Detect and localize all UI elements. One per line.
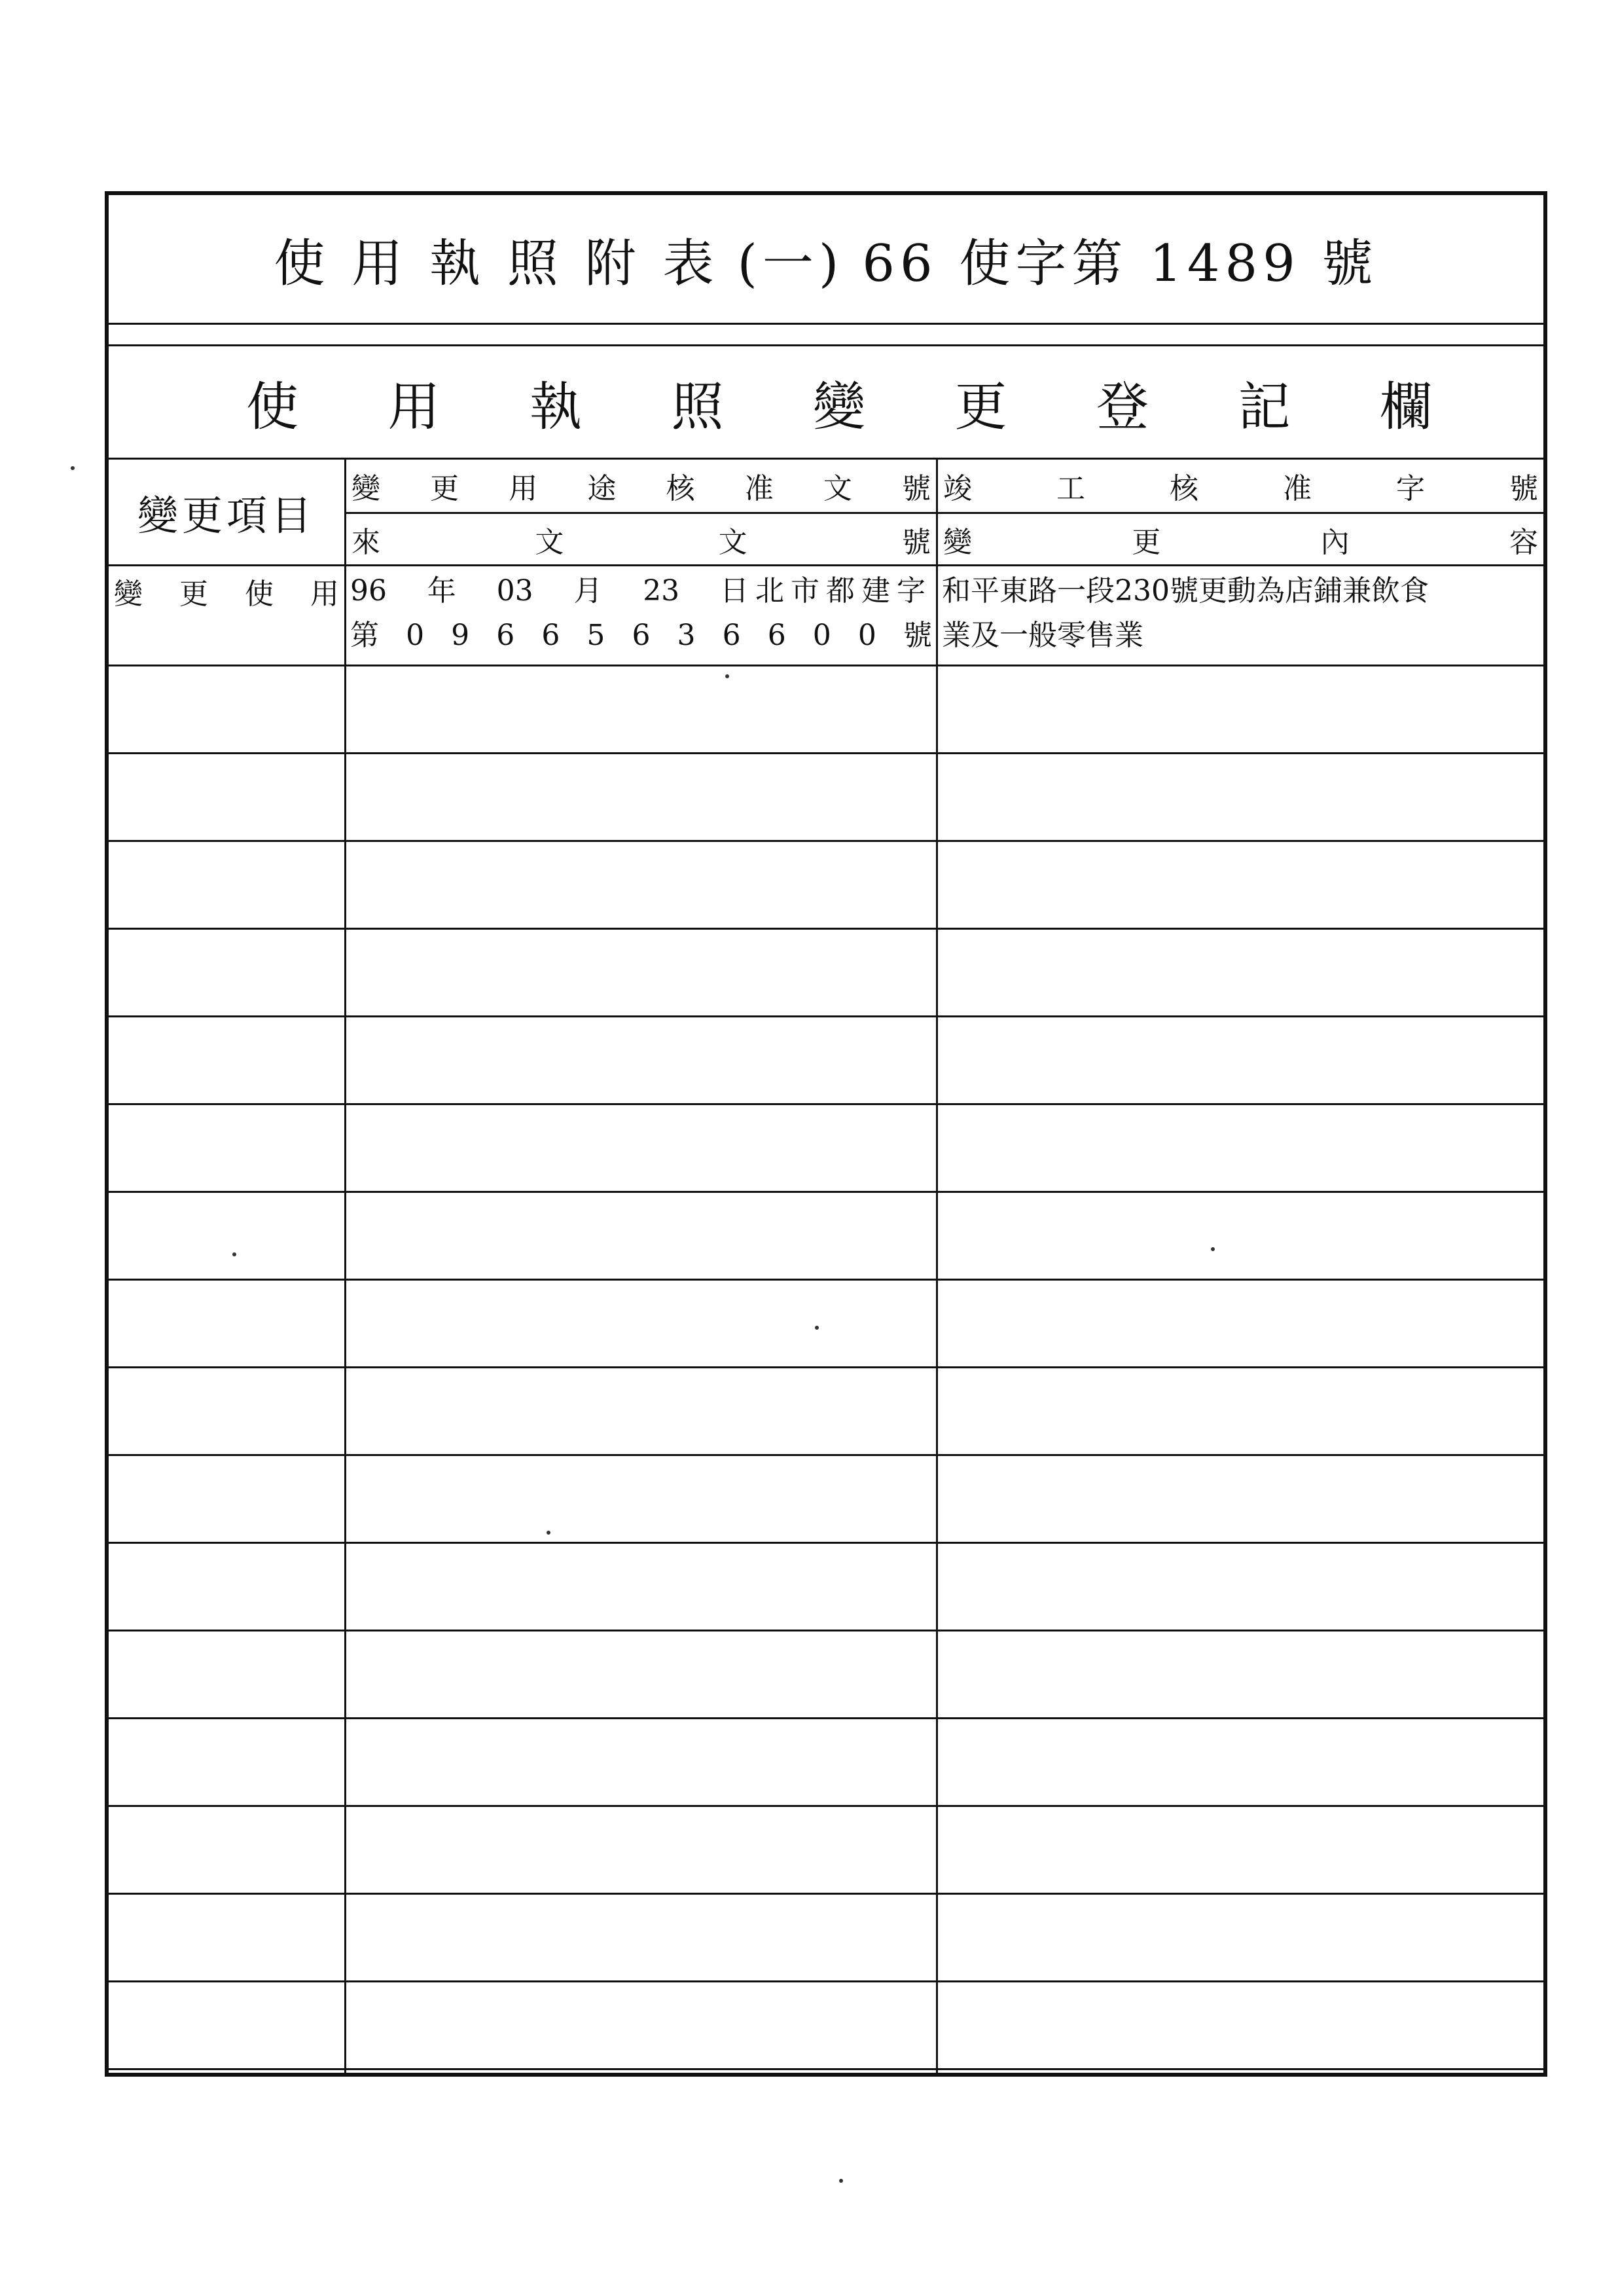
subtitle-char: 登 [1096, 376, 1149, 437]
title-main: 使 用 執 照 附 表 [274, 234, 719, 293]
row-divider [109, 1454, 1543, 1456]
row-divider [109, 752, 1543, 754]
subtitle-char: 更 [954, 376, 1007, 437]
column-divider [344, 460, 346, 2073]
entry-content-line2: 業及一般零售業 [942, 619, 1143, 652]
row-divider [109, 1717, 1543, 1719]
entry-doc-line2: 第 0 9 6 6 5 6 3 6 6 0 0 號 [350, 619, 932, 652]
row-divider [109, 1805, 1543, 1807]
row-divider [109, 665, 1543, 666]
license-change-form [105, 191, 1547, 2077]
form-subtitle [109, 344, 1543, 460]
scan-speck [1211, 1247, 1215, 1251]
entry-doc-line1: 96 年 03 月 23 日北市都建字 [350, 574, 932, 608]
entry-change-content [938, 566, 1543, 665]
scan-speck [547, 1531, 550, 1535]
row-divider [109, 1366, 1543, 1368]
subtitle-char: 變 [813, 376, 865, 437]
scan-speck [725, 674, 729, 678]
row-divider [109, 1279, 1543, 1281]
header-incoming-doc-number: 來 文 文 號 [351, 525, 931, 559]
subtitle-char: 欄 [1380, 376, 1432, 437]
row-divider [109, 1103, 1543, 1105]
row-divider [109, 840, 1543, 842]
registration-grid [109, 460, 1543, 2073]
header-approval-doc-number: 變 更 用 途 核 准 文 號 [351, 472, 931, 505]
row-divider [109, 1630, 1543, 1631]
entry-content-line1: 和平東路一段230號更動為店鋪兼飲食 [942, 574, 1429, 608]
row-divider [109, 1542, 1543, 1544]
scan-speck [815, 1326, 819, 1330]
subtitle-char: 執 [530, 376, 582, 437]
row-divider [109, 928, 1543, 930]
title-annex-number: (一) [737, 234, 844, 293]
scan-speck [71, 466, 75, 470]
subtitle-char: 用 [387, 376, 440, 437]
entry-change-item: 變 更 使 用 [114, 577, 339, 611]
scan-speck [232, 1252, 236, 1256]
row-divider [109, 2068, 1543, 2070]
entry-doc-number [346, 566, 936, 665]
title-license-number: 66 使字第 1489 號 [862, 234, 1378, 293]
subtitle-char: 使 [246, 376, 298, 437]
subtitle-char: 記 [1238, 376, 1291, 437]
row-divider [109, 1893, 1543, 1895]
header-change-item: 變 更 項 目 [137, 491, 316, 539]
subtitle-char: 照 [671, 376, 724, 437]
scan-speck [839, 2179, 843, 2183]
form-title [109, 195, 1543, 325]
row-divider [109, 1015, 1543, 1017]
header-change-content: 變 更 內 容 [943, 525, 1538, 559]
header-completion-approval-number: 竣 工 核 准 字 號 [943, 472, 1538, 505]
row-divider [109, 1980, 1543, 1982]
row-divider [109, 1191, 1543, 1193]
column-divider [936, 460, 938, 2073]
